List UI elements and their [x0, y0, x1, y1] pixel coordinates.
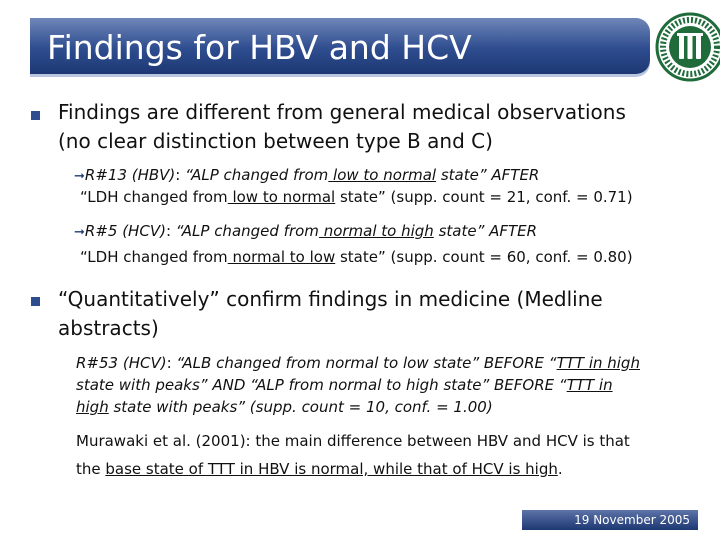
footer-date: 19 November 2005: [522, 510, 698, 530]
rule-13-line-2-pre: “LDH changed from: [80, 188, 228, 206]
rule-13-quote-open: “ALP changed from: [185, 166, 329, 184]
bullet-2-line-2: abstracts): [58, 316, 159, 340]
rule-5-line-1: [74, 219, 537, 245]
rule-53-text-b: state with peaks” AND “ALP from normal to high state” BEFORE “: [76, 376, 567, 394]
rule-53-line-3: [76, 395, 493, 419]
rule-13-line-2: [80, 185, 633, 209]
rule-5-line-2-pre: “LDH changed from: [80, 248, 228, 266]
rule-53-underline-1: TTT in high: [556, 354, 640, 372]
rule-53-underline-3: high: [76, 398, 109, 416]
rule-5-line-2: [80, 245, 633, 269]
rule-5-underline-1: normal to high: [318, 222, 434, 240]
rule-13-quote-mid: state” AFTER: [436, 166, 540, 184]
rule-13-underline-1: low to normal: [328, 166, 437, 184]
murawaki-line-2: [76, 457, 563, 481]
rule-53-text-c: state with peaks” (supp. count = 10, conf. = 1.00): [108, 398, 493, 416]
rule-13-underline-2: low to normal: [227, 188, 336, 206]
rule-13-line-2-post: state” (supp. count = 21, conf. = 0.71): [335, 188, 633, 206]
bullet-1-line-1: Findings are different from general medical observations: [58, 100, 626, 124]
bullet-square-icon: [31, 297, 40, 306]
rule-53-line-2: [76, 373, 613, 397]
rule-5-colon: :: [165, 222, 176, 240]
rule-5-quote-open: “ALP changed from: [175, 222, 319, 240]
murawaki-line-2-pre: the: [76, 460, 106, 478]
rule-53-id: R#53 (HCV): [76, 354, 167, 372]
rule-53-underline-2: TTT in: [566, 376, 613, 394]
arrow-bullet-icon: ➞: [74, 169, 85, 184]
bullet-1-line-2: (no clear distinction between type B and C): [58, 129, 493, 153]
rule-5-quote-mid: state” AFTER: [433, 222, 538, 240]
rule-13-colon: :: [175, 166, 186, 184]
bullet-square-icon: [31, 111, 40, 120]
rule-53-colon: :: [166, 354, 177, 372]
murawaki-underline: base state of TTT in HBV is normal, while that of HCV is high: [105, 460, 558, 478]
rule-13-id: R#13 (HBV): [84, 166, 176, 184]
rule-53-text-a: “ALB changed from normal to low state” BEFORE “: [176, 354, 557, 372]
rule-5-underline-2: normal to low: [227, 248, 336, 266]
arrow-bullet-icon: ➞: [74, 225, 85, 240]
slide-title: Findings for HBV and HCV: [47, 28, 472, 67]
rule-5-id: R#5 (HCV): [84, 222, 166, 240]
university-seal-logo: [655, 12, 720, 82]
rule-5-line-2-post: state” (supp. count = 60, conf. = 0.80): [335, 248, 633, 266]
bullet-2-line-1: “Quantitatively” confirm findings in medicine (Medline: [58, 287, 603, 311]
murawaki-line-2-post: .: [557, 460, 563, 478]
murawaki-line-1: Murawaki et al. (2001): the main difference between HBV and HCV is that: [76, 432, 630, 450]
rule-53-line-1: [76, 351, 640, 375]
